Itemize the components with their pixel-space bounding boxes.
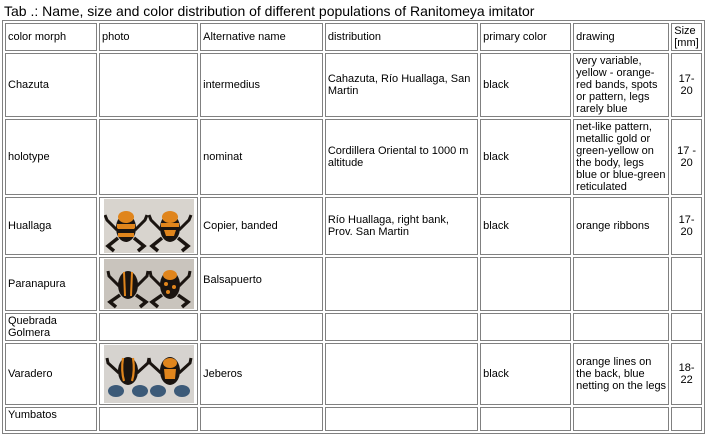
table-row bbox=[5, 197, 702, 255]
cell-alt-name: Jeberos bbox=[200, 343, 323, 405]
cell-drawing bbox=[573, 313, 669, 341]
cell-drawing: orange lines on the back, blue netting on the legs bbox=[573, 343, 669, 405]
cell-primary-color bbox=[480, 407, 571, 431]
cell-drawing bbox=[573, 257, 669, 311]
cell-size: 17-20 bbox=[671, 53, 702, 117]
cell-color-morph: Yumbatos bbox=[5, 407, 97, 431]
cell-size bbox=[671, 407, 702, 431]
header-primary-color: primary color bbox=[480, 23, 571, 51]
cell-color-morph: Paranapura bbox=[5, 257, 97, 311]
cell-alt-name: Copier, banded bbox=[200, 197, 323, 255]
table-caption: Tab .: Name, size and color distribution of different populations of Ranitomeya imitator bbox=[4, 3, 535, 19]
cell-distribution: Cordillera Oriental to 1000 m altitude bbox=[325, 119, 478, 195]
table-row bbox=[5, 257, 702, 311]
cell-photo bbox=[99, 407, 198, 431]
cell-primary-color bbox=[480, 313, 571, 341]
cell-primary-color: black bbox=[480, 343, 571, 405]
cell-photo bbox=[99, 257, 198, 311]
header-distribution: distribution bbox=[325, 23, 478, 51]
cell-primary-color bbox=[480, 257, 571, 311]
cell-color-morph: holotype bbox=[5, 119, 97, 195]
cell-color-morph: Quebrada Golmera bbox=[5, 313, 97, 341]
cell-alt-name: Balsapuerto bbox=[200, 257, 323, 311]
cell-size: 17-20 bbox=[671, 197, 702, 255]
cell-drawing: orange ribbons bbox=[573, 197, 669, 255]
cell-distribution bbox=[325, 257, 478, 311]
table-row bbox=[5, 53, 702, 117]
cell-photo bbox=[99, 313, 198, 341]
cell-drawing bbox=[573, 407, 669, 431]
cell-drawing: very variable, yellow - orange-red bands, spots or pattern, legs rarely blue bbox=[573, 53, 669, 117]
frog-photo-paranapura bbox=[104, 259, 194, 309]
header-row bbox=[5, 23, 702, 51]
cell-size: 17 - 20 bbox=[671, 119, 702, 195]
table-row bbox=[5, 119, 702, 195]
header-alt-name: Alternative name bbox=[200, 23, 323, 51]
cell-distribution: Río Huallaga, right bank, Prov. San Martin bbox=[325, 197, 478, 255]
cell-drawing: net-like pattern, metallic gold or green-yellow on the body, legs blue or blue-green reticulated bbox=[573, 119, 669, 195]
cell-alt-name bbox=[200, 313, 323, 341]
table-row bbox=[5, 407, 702, 431]
cell-distribution bbox=[325, 407, 478, 431]
cell-size bbox=[671, 313, 702, 341]
cell-size bbox=[671, 257, 702, 311]
cell-distribution bbox=[325, 313, 478, 341]
cell-color-morph: Chazuta bbox=[5, 53, 97, 117]
cell-primary-color: black bbox=[480, 53, 571, 117]
cell-alt-name: nominat bbox=[200, 119, 323, 195]
frog-photo-huallaga bbox=[104, 199, 194, 253]
header-color-morph: color morph bbox=[5, 23, 97, 51]
cell-primary-color: black bbox=[480, 197, 571, 255]
header-size: Size [mm] bbox=[671, 23, 702, 51]
cell-distribution: Cahazuta, Río Huallaga, San Martin bbox=[325, 53, 478, 117]
cell-primary-color: black bbox=[480, 119, 571, 195]
table-row bbox=[5, 343, 702, 405]
cell-photo bbox=[99, 53, 198, 117]
header-drawing: drawing bbox=[573, 23, 669, 51]
cell-distribution bbox=[325, 343, 478, 405]
cell-size: 18-22 bbox=[671, 343, 702, 405]
header-photo: photo bbox=[99, 23, 198, 51]
ranitomeya-table bbox=[2, 20, 705, 434]
table-row bbox=[5, 313, 702, 341]
cell-alt-name bbox=[200, 407, 323, 431]
cell-photo bbox=[99, 119, 198, 195]
cell-color-morph: Varadero bbox=[5, 343, 97, 405]
cell-photo bbox=[99, 197, 198, 255]
cell-color-morph: Huallaga bbox=[5, 197, 97, 255]
cell-alt-name: intermedius bbox=[200, 53, 323, 117]
frog-photo-varadero bbox=[104, 345, 194, 403]
cell-photo bbox=[99, 343, 198, 405]
